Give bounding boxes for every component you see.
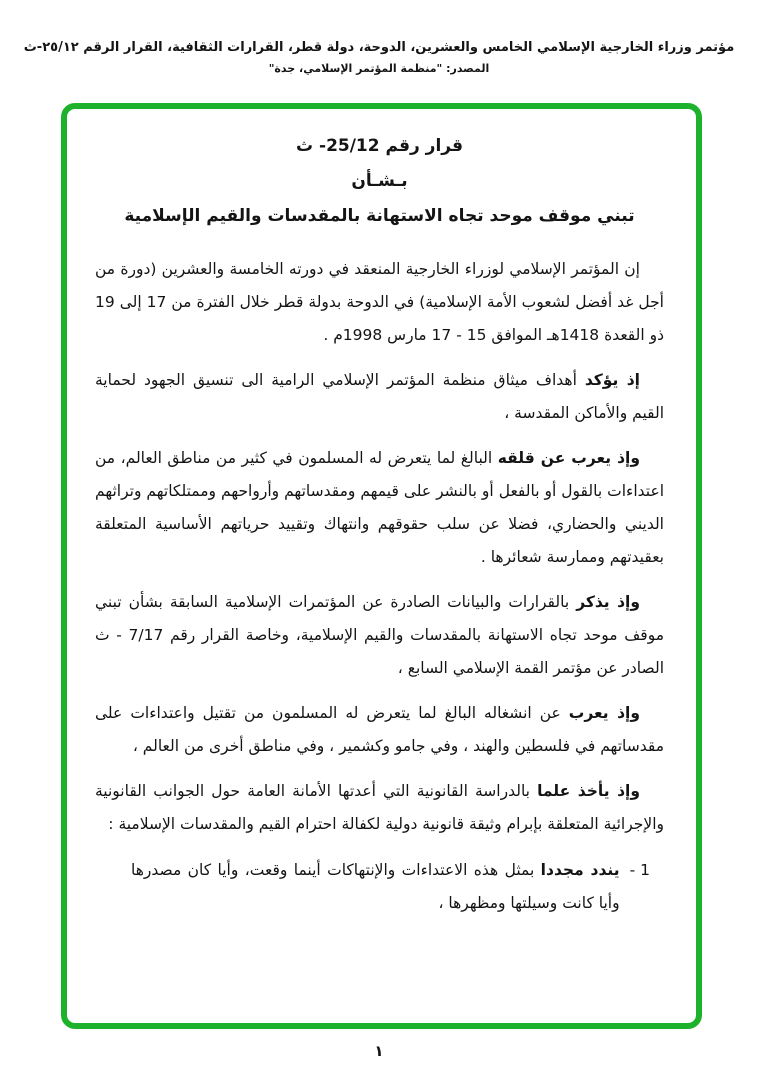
clause-lead-word: وإذ يأخذ علما (537, 782, 640, 800)
resolution-title-block (95, 135, 664, 227)
item-lead-word: يندد مجددا (540, 861, 620, 879)
item-number: 1 - (629, 861, 650, 879)
clause-paragraph-affirming (95, 364, 664, 430)
clause-paragraph-expressing-concern (95, 697, 664, 763)
clause-paragraph-deep-concern (95, 442, 664, 574)
item-text: بمثل هذه الاعتداءات والإنتهاكات أينما وقعت، وأيا كان مصدرها وأيا كانت وسيلتها ومظهرها ، (131, 861, 620, 912)
clause-lead-word: وإذ يعرب عن قلقه (497, 449, 640, 467)
item-body (95, 854, 620, 920)
resolution-subject-title: تبني موقف موحد تجاه الاستهانة بالمقدسات والقيم الإسلامية (124, 206, 635, 226)
header-source-line: المصدر: "منظمة المؤتمر الإسلامي، جدة" (268, 62, 490, 75)
clause-lead-word: وإذ يذكر (576, 593, 640, 611)
resolution-number-title: قرار رقم 25/12- ث (296, 136, 463, 156)
clause-lead-word: وإذ يعرب (568, 704, 640, 722)
paragraph-text: البالغ لما يتعرض له المسلمون في كثير من مناطق العالم، من اعتداءات بالقول أو بالفعل أو بالنشر على قيمهم ومقدساتهم وأرواحهم وممتلكاتهم وتراثهم الديني والحضاري، فضلا عن سلب حقوقهم وانتهاك وتقييد حرياتهم الأساسية المتعلقة بعقيدتهم وممارسة شعائرها . (95, 449, 664, 566)
paragraph-text: إن المؤتمر الإسلامي لوزراء الخارجية المنعقد في دورته الخامسة والعشرين (دورة من أجل غد أفضل لشعوب الأمة الإسلامية) في الدوحة بدولة قطر خلال الفترة من 17 إلى 19 ذو القعدة 1418هـ الموافق 15 - 17 مارس 1998م . (95, 260, 664, 344)
header-conference-title: مؤتمر وزراء الخارجية الإسلامي الخامس والعشرين، الدوحة، دولة قطر، القرارات الثقافية، القرار الرقم ٢٥/١٢-ث (23, 40, 735, 55)
preamble-paragraph (95, 253, 664, 352)
paragraph-text: أهداف ميثاق منظمة المؤتمر الإسلامي الرامية الى تنسيق الجهود لحماية القيم والأماكن المقدسة ، (95, 371, 664, 422)
clause-paragraph-taking-note (95, 775, 664, 841)
clause-lead-word: إذ يؤكد (584, 371, 640, 389)
paragraph-text: عن انشغاله البالغ لما يتعرض له المسلمون من تقتيل واعتداءات على مقدساتهم في فلسطين والهند ، وفي جامو وكشمير ، وفي مناطق أخرى من العالم ، (95, 704, 664, 755)
document-body (67, 109, 696, 1023)
page-number: ١ (374, 1042, 384, 1060)
paragraph-text: بالقرارات والبيانات الصادرة عن المؤتمرات الإسلامية السابقة بشأن تبني موقف موحد تجاه الاستهانة بالمقدسات والقيم الإسلامية، وخاصة القرار رقم 7/17 - ث الصادر عن مؤتمر القمة الإسلامي السابع ، (95, 593, 664, 677)
document-header (0, 40, 758, 75)
document-border-frame (61, 103, 702, 1029)
resolution-regarding-label: بـشـأن (351, 171, 408, 191)
paragraph-text: بالدراسة القانونية التي أعدتها الأمانة العامة حول الجوانب القانونية والإجرائية المتعلقة بإبرام وثيقة قانونية دولية لكفالة احترام القيم والمقدسات الإسلامية : (95, 782, 664, 833)
numbered-item-1 (95, 854, 664, 920)
clause-paragraph-recalling (95, 586, 664, 685)
